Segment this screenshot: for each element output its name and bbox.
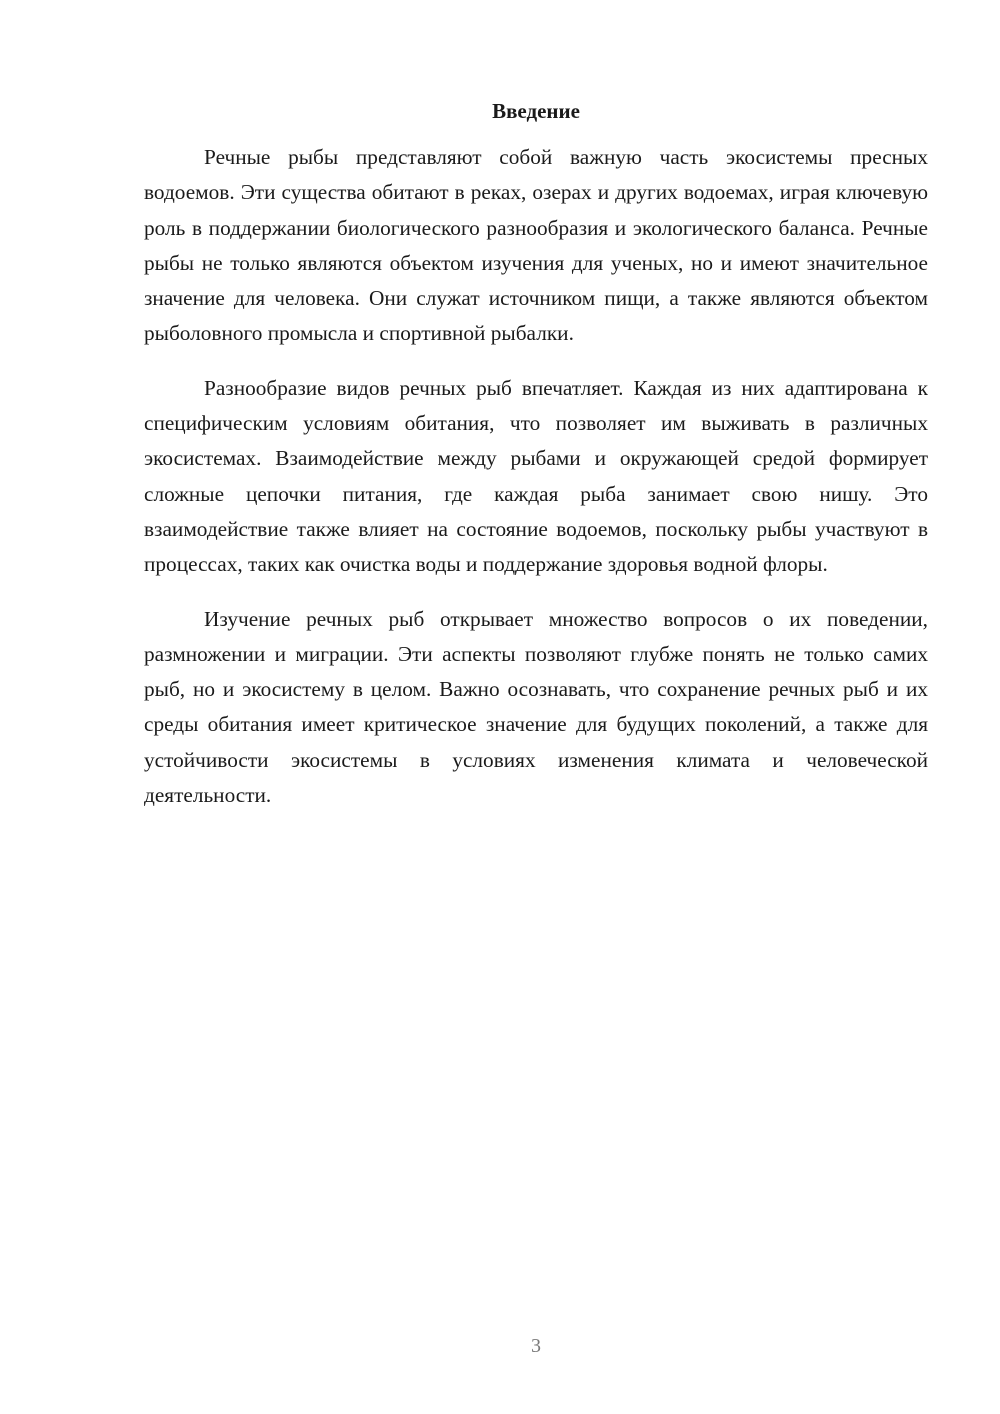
- paragraph-2: Разнообразие видов речных рыб впечатляет. Каждая из них адаптирована к специфическим условиям обитания, что позволяет им выживать в различных экосистемах. Взаимодействие между рыбами и окружающей средой формирует сложные цепочки питания, где каждая рыба занимает свою нишу. Это взаимодействие также влияет на состояние водоемов, поскольку рыбы участвуют в процессах, таких как очистка воды и поддержание здоровья водной флоры.: [144, 375, 928, 577]
- page-number: 3: [531, 1335, 541, 1357]
- page-content: [144, 95, 928, 813]
- section-heading: Введение: [492, 99, 580, 123]
- paragraph-3: Изучение речных рыб открывает множество вопросов о их поведении, размножении и миграции. Эти аспекты позволяют глубже понять не только самих рыб, но и экосистему в целом. Важно осознавать, что сохранение речных рыб и их среды обитания имеет критическое значение для будущих поколений, а также для устойчивости экосистемы в условиях изменения климата и человеческой деятельности.: [144, 606, 928, 808]
- paragraph-1: Речные рыбы представляют собой важную часть экосистемы пресных водоемов. Эти существа обитают в реках, озерах и других водоемах, играя ключевую роль в поддержании биологического разнообразия и экологического баланса. Речные рыбы не только являются объектом изучения для ученых, но и имеют значительное значение для человека. Они служат источником пищи, а также являются объектом рыболовного промысла и спортивной рыбалки.: [144, 145, 928, 346]
